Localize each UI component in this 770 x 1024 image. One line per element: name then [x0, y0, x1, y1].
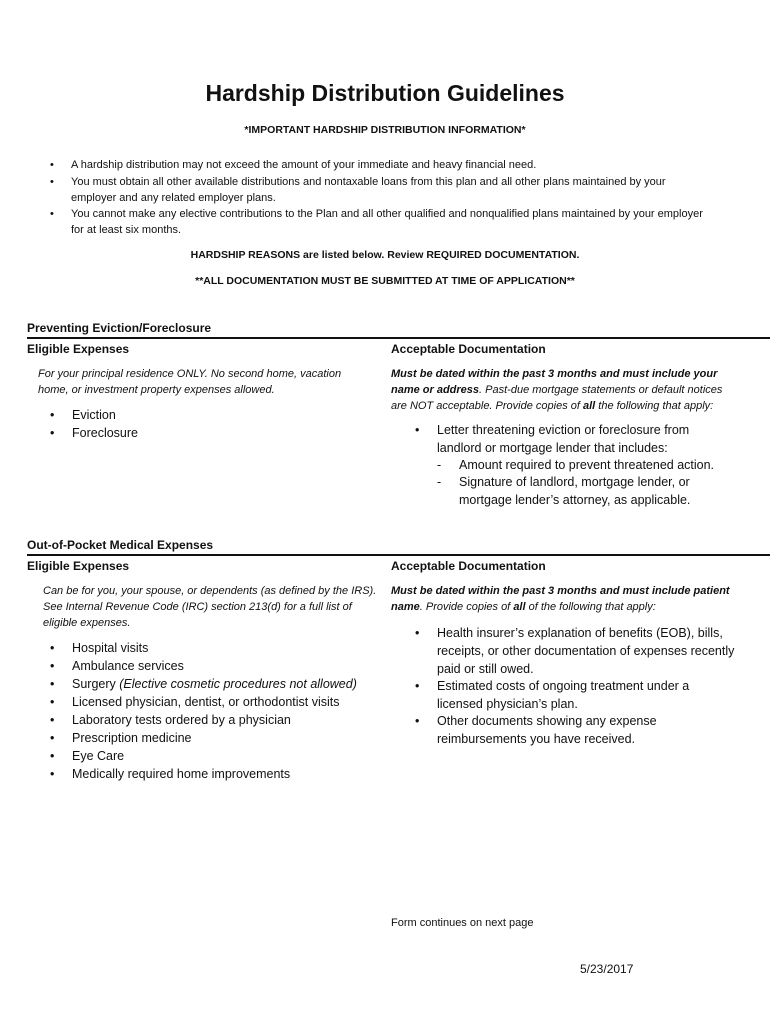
section2-documentation-header: Acceptable Documentation — [391, 559, 546, 573]
list-item: • Medically required home improvements — [50, 767, 291, 781]
list-item: • Eviction — [50, 408, 116, 422]
important-notice: *IMPORTANT HARDSHIP DISTRIBUTION INFORMATION* — [244, 124, 526, 136]
section2-eligible-header: Eligible Expenses — [27, 559, 130, 573]
list-item: • Prescription medicine — [50, 731, 192, 745]
bullet-icon: • — [50, 159, 54, 171]
all-docs-line: **ALL DOCUMENTATION MUST BE SUBMITTED AT TIME OF APPLICATION** — [195, 275, 575, 287]
section2-right-note: Must be dated within the past 3 months and must include patient name. Provide copies of all of the following that apply: — [391, 585, 730, 613]
section1-documentation-header: Acceptable Documentation — [391, 342, 546, 356]
section2-left-note: Can be for you, your spouse, or dependents (as defined by the IRS). See Internal Revenue Code (IRC) section 213(d) for a full list of eligible expenses. — [43, 585, 377, 629]
reasons-line: HARDSHIP REASONS are listed below. Review REQUIRED DOCUMENTATION. — [190, 249, 580, 261]
section2-title: Out-of-Pocket Medical Expenses — [27, 538, 214, 552]
list-item: • Ambulance services — [50, 659, 184, 673]
section1-eligible-header: Eligible Expenses — [27, 342, 130, 356]
list-item: • Licensed physician, dentist, or orthodontist visits — [50, 695, 340, 709]
section1-divider — [27, 337, 770, 339]
form-continues-note: Form continues on next page — [391, 917, 534, 929]
section1-title: Preventing Eviction/Foreclosure — [27, 321, 212, 335]
list-item: • Foreclosure — [50, 426, 138, 440]
section1-left-note: For your principal residence ONLY. No second home, vacation home, or investment property expenses allowed. — [38, 368, 342, 396]
list-item: • Eye Care — [50, 749, 125, 763]
section1-right-note: Must be dated within the past 3 months and must include your name or address. Past-due mortgage statements or default notices are NOT acceptable. Provide copies of all the following that apply: — [391, 368, 723, 412]
section1-expense-list — [50, 406, 350, 442]
list-item: • Hospital visits — [50, 641, 149, 655]
list-item: • Surgery (Elective cosmetic procedures not allowed) — [50, 677, 357, 691]
list-item: • Laboratory tests ordered by a physician — [50, 713, 291, 727]
section2-expense-list — [50, 639, 380, 783]
bullet-icon: • — [50, 176, 54, 188]
section2-divider — [27, 554, 770, 556]
revision-date: 5/23/2017 — [580, 962, 634, 976]
page-title: Hardship Distribution Guidelines — [205, 80, 565, 106]
bullet-icon: • — [50, 208, 54, 220]
